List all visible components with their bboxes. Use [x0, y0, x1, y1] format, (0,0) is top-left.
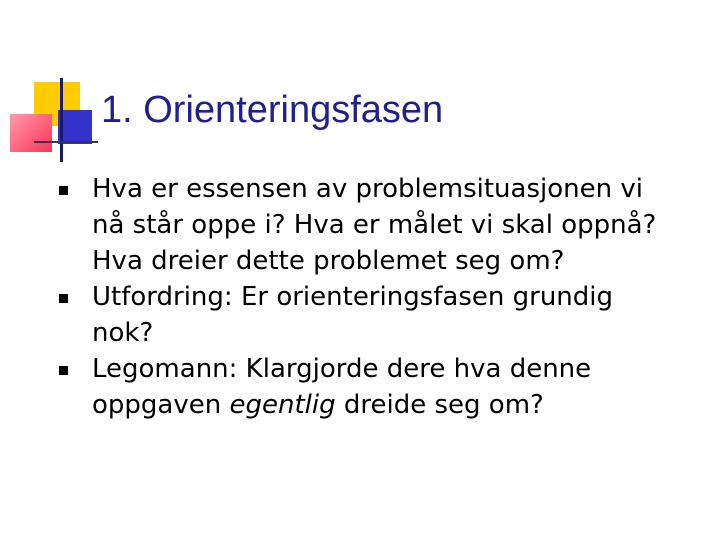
- bullet-text-part: dreide seg om?: [335, 390, 544, 420]
- bullet-item: [56, 171, 676, 279]
- bullet-text: Utfordring: Er orienteringsfasen grundig nok?: [92, 282, 614, 348]
- emphasized-word: egentlig: [229, 390, 336, 420]
- logo-blue-square: [58, 110, 92, 144]
- decorative-squares-logo: [0, 0, 110, 170]
- bullet-item: [56, 351, 676, 423]
- logo-horizontal-line: [34, 141, 98, 143]
- bullet-text-part: Legomann: Klargjorde dere hva denne oppgaven: [92, 354, 592, 420]
- square-bullet-icon: [59, 186, 68, 195]
- bullet-list: [56, 171, 676, 423]
- bullet-item: [56, 279, 676, 351]
- bullet-text: [92, 354, 591, 420]
- square-bullet-icon: [59, 294, 68, 303]
- bullet-text: Hva er essensen av problemsituasjonen vi nå står oppe i? Hva er målet vi skal oppnå? Hva dreier dette problemet seg om?: [92, 174, 657, 276]
- logo-vertical-line: [60, 78, 63, 162]
- slide-title: 1. Orienteringsfasen: [101, 89, 444, 131]
- square-bullet-icon: [59, 366, 68, 375]
- logo-red-square: [10, 114, 52, 152]
